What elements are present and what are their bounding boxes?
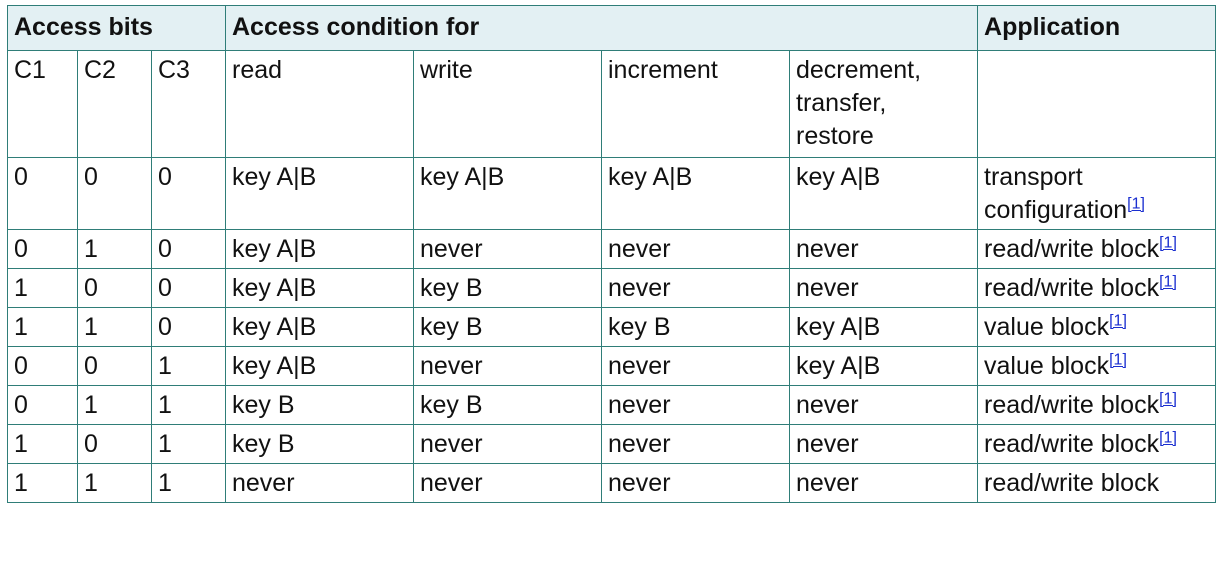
cell-c3: 1 (152, 347, 226, 386)
cell-c1: 1 (8, 308, 78, 347)
cell-application (978, 269, 1216, 308)
cell-increment: never (602, 425, 790, 464)
cell-decrement: never (790, 464, 978, 503)
cell-write: never (414, 230, 602, 269)
table-row (8, 269, 1216, 308)
cell-application (978, 425, 1216, 464)
cell-application (978, 464, 1216, 503)
cell-application (978, 308, 1216, 347)
cell-application (978, 158, 1216, 230)
cell-write: never (414, 425, 602, 464)
table-row (8, 158, 1216, 230)
cell-c2: 0 (78, 425, 152, 464)
cell-c1: 0 (8, 386, 78, 425)
footnote-link[interactable]: [1] (1159, 429, 1177, 447)
application-text: read/write block (984, 274, 1160, 302)
subheader-increment: increment (602, 51, 790, 158)
application-text: value block (984, 352, 1110, 380)
table-row (8, 464, 1216, 503)
subheader-c3: C3 (152, 51, 226, 158)
footnote-link[interactable]: [1] (1109, 351, 1127, 369)
cell-decrement: never (790, 425, 978, 464)
cell-write: never (414, 347, 602, 386)
table-row (8, 386, 1216, 425)
cell-increment: never (602, 230, 790, 269)
table-row (8, 230, 1216, 269)
cell-c3: 0 (152, 158, 226, 230)
cell-c2: 1 (78, 308, 152, 347)
cell-decrement: key A|B (790, 347, 978, 386)
cell-c2: 1 (78, 230, 152, 269)
cell-write: key B (414, 386, 602, 425)
cell-read: key B (226, 386, 414, 425)
footnote-link[interactable]: [1] (1159, 390, 1177, 408)
cell-decrement: never (790, 230, 978, 269)
table-row (8, 308, 1216, 347)
cell-c1: 0 (8, 347, 78, 386)
cell-write: key B (414, 308, 602, 347)
subheader-application-empty (978, 51, 1216, 158)
cell-application (978, 386, 1216, 425)
cell-c2: 1 (78, 464, 152, 503)
cell-application (978, 347, 1216, 386)
cell-decrement: never (790, 269, 978, 308)
cell-increment: key A|B (602, 158, 790, 230)
header-row (8, 6, 1216, 51)
cell-c1: 0 (8, 230, 78, 269)
cell-c3: 1 (152, 464, 226, 503)
application-text: read/write block (984, 235, 1160, 263)
cell-read: key B (226, 425, 414, 464)
cell-increment: key B (602, 308, 790, 347)
footnote-link[interactable]: [1] (1159, 273, 1177, 291)
cell-increment: never (602, 347, 790, 386)
cell-c3: 0 (152, 269, 226, 308)
subheader-c2: C2 (78, 51, 152, 158)
subheader-row (8, 51, 1216, 158)
table-row (8, 347, 1216, 386)
cell-decrement: key A|B (790, 308, 978, 347)
access-conditions-table (7, 5, 1216, 503)
cell-read: key A|B (226, 158, 414, 230)
footnote-link[interactable]: [1] (1109, 312, 1127, 330)
cell-increment: never (602, 269, 790, 308)
cell-increment: never (602, 464, 790, 503)
cell-write: never (414, 464, 602, 503)
footnote-link[interactable]: [1] (1127, 195, 1145, 213)
header-application: Application (978, 6, 1216, 51)
cell-read: key A|B (226, 230, 414, 269)
header-access-condition: Access condition for (226, 6, 978, 51)
cell-c3: 1 (152, 386, 226, 425)
application-text: value block (984, 313, 1110, 341)
cell-c3: 0 (152, 308, 226, 347)
cell-c1: 1 (8, 425, 78, 464)
application-text: read/write block (984, 391, 1160, 419)
cell-c1: 1 (8, 464, 78, 503)
application-text: transport configuration (984, 163, 1128, 224)
table-body (8, 158, 1216, 503)
cell-c2: 1 (78, 386, 152, 425)
cell-c3: 0 (152, 230, 226, 269)
cell-write: key B (414, 269, 602, 308)
cell-c2: 0 (78, 269, 152, 308)
subheader-decrement: decrement, transfer, restore (790, 51, 978, 158)
table-row (8, 425, 1216, 464)
cell-application (978, 230, 1216, 269)
application-text: read/write block (984, 469, 1160, 497)
application-text: read/write block (984, 430, 1160, 458)
cell-read: key A|B (226, 347, 414, 386)
header-access-bits: Access bits (8, 6, 226, 51)
subheader-c1: C1 (8, 51, 78, 158)
cell-c2: 0 (78, 158, 152, 230)
cell-read: key A|B (226, 269, 414, 308)
cell-c3: 1 (152, 425, 226, 464)
cell-decrement: key A|B (790, 158, 978, 230)
cell-increment: never (602, 386, 790, 425)
cell-c2: 0 (78, 347, 152, 386)
cell-read: key A|B (226, 308, 414, 347)
cell-write: key A|B (414, 158, 602, 230)
subheader-write: write (414, 51, 602, 158)
cell-decrement: never (790, 386, 978, 425)
cell-c1: 1 (8, 269, 78, 308)
footnote-link[interactable]: [1] (1159, 234, 1177, 252)
cell-c1: 0 (8, 158, 78, 230)
cell-read: never (226, 464, 414, 503)
subheader-read: read (226, 51, 414, 158)
